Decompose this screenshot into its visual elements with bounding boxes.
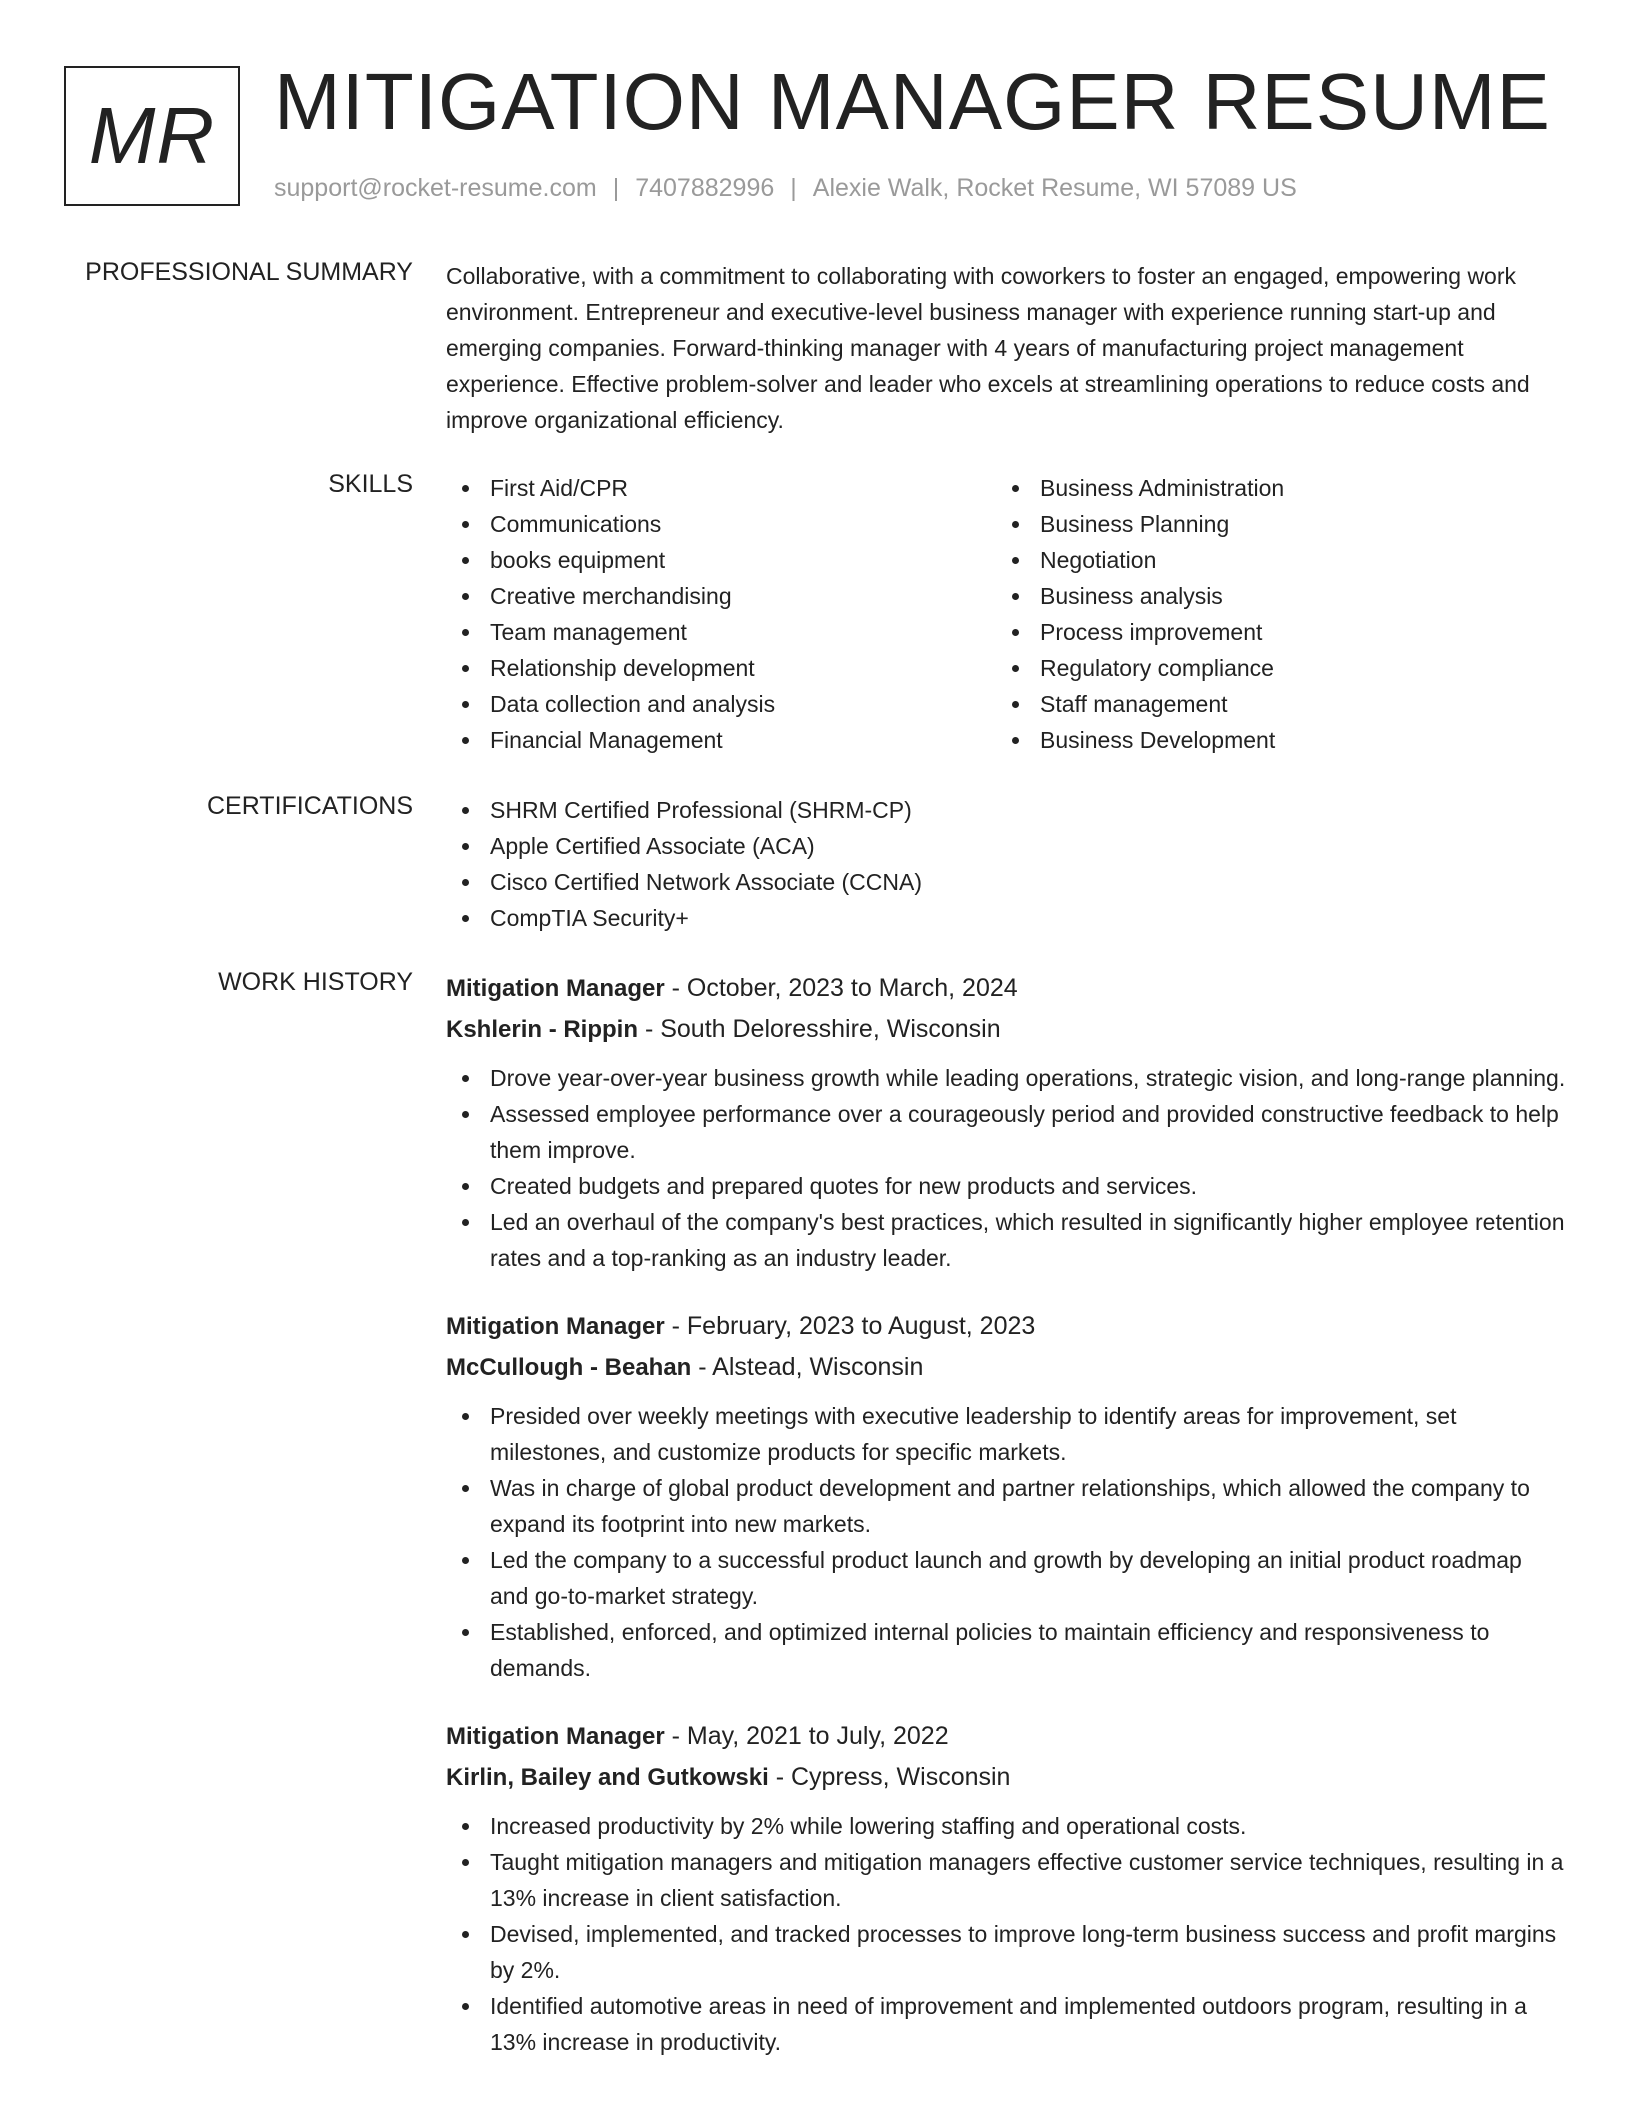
job-bullet: Assessed employee performance over a courageously period and provided constructive feedback to help them improve. bbox=[446, 1096, 1566, 1168]
contact-separator: | bbox=[612, 174, 620, 202]
contact-phone[interactable]: 7407882996 bbox=[635, 174, 775, 202]
job-bullets bbox=[446, 1060, 1566, 1276]
skills-list-right bbox=[996, 470, 1546, 758]
skill-item: Financial Management bbox=[446, 722, 996, 758]
job-bullets bbox=[446, 1808, 1566, 2060]
job-bullet: Increased productivity by 2% while lowering staffing and operational costs. bbox=[446, 1808, 1566, 1844]
monogram-text: MR bbox=[88, 91, 216, 180]
contact-separator: | bbox=[790, 174, 797, 202]
monogram-box bbox=[64, 66, 240, 206]
job-company: Kirlin, Bailey and Gutkowski bbox=[446, 1764, 769, 1791]
skills-list-left bbox=[446, 470, 996, 758]
job-bullets bbox=[446, 1398, 1566, 1686]
contact-email[interactable]: support@rocket-resume.com bbox=[274, 174, 597, 202]
skill-item: Regulatory compliance bbox=[996, 650, 1546, 686]
certification-item: Cisco Certified Network Associate (CCNA) bbox=[446, 864, 1566, 900]
section-label-work-history: WORK HISTORY bbox=[218, 968, 413, 996]
job-company-line bbox=[446, 1009, 1566, 1050]
job-company-line bbox=[446, 1347, 1566, 1388]
job-bullet: Taught mitigation managers and mitigation managers effective customer service techniques, resulting in a 13% increase in client satisfaction. bbox=[446, 1844, 1566, 1916]
job-title: Mitigation Manager bbox=[446, 1723, 665, 1750]
job-title: Mitigation Manager bbox=[446, 1313, 665, 1340]
job-entry bbox=[446, 968, 1566, 1276]
skill-item: Process improvement bbox=[996, 614, 1546, 650]
job-location: - South Deloresshire, Wisconsin bbox=[638, 1015, 1001, 1043]
certification-item: Apple Certified Associate (ACA) bbox=[446, 828, 1566, 864]
job-entry bbox=[446, 1716, 1566, 2060]
job-bullet: Devised, implemented, and tracked processes to improve long-term business success and profit margins by 2%. bbox=[446, 1916, 1566, 1988]
skill-item: Business Administration bbox=[996, 470, 1546, 506]
job-dates: - May, 2021 to July, 2022 bbox=[664, 1722, 949, 1750]
skill-item: Communications bbox=[446, 506, 996, 542]
section-label-certifications: CERTIFICATIONS bbox=[206, 792, 413, 820]
job-bullet: Created budgets and prepared quotes for new products and services. bbox=[446, 1168, 1566, 1204]
skill-item: books equipment bbox=[446, 542, 996, 578]
job-bullet: Was in charge of global product development and partner relationships, which allowed the company to expand its footprint into new markets. bbox=[446, 1470, 1566, 1542]
job-title: Mitigation Manager bbox=[446, 975, 665, 1002]
certification-item: SHRM Certified Professional (SHRM-CP) bbox=[446, 792, 1566, 828]
job-title-line bbox=[446, 968, 1566, 1009]
job-location: - Alstead, Wisconsin bbox=[691, 1353, 924, 1381]
skill-item: Business Development bbox=[996, 722, 1546, 758]
job-bullet: Led the company to a successful product launch and growth by developing an initial product roadmap and go-to-market strategy. bbox=[446, 1542, 1566, 1614]
job-dates: - October, 2023 to March, 2024 bbox=[664, 974, 1018, 1002]
job-company: Kshlerin - Rippin bbox=[446, 1016, 638, 1043]
section-label-summary: PROFESSIONAL SUMMARY bbox=[85, 258, 413, 286]
job-dates: - February, 2023 to August, 2023 bbox=[664, 1312, 1036, 1340]
job-title-line bbox=[446, 1306, 1566, 1347]
summary-text: Collaborative, with a commitment to collaborating with coworkers to foster an engaged, empowering work environment. Entrepreneur and executive-level business manager with experience running start-up and emerging companies. Forward-thinking manager with 4 years of manufacturing project management experience. Effective problem-solver and leader who excels at streamlining operations to reduce costs and improve organizational efficiency. bbox=[446, 263, 1530, 433]
certification-item: CompTIA Security+ bbox=[446, 900, 1566, 936]
job-bullet: Established, enforced, and optimized internal policies to maintain efficiency and responsiveness to demands. bbox=[446, 1614, 1566, 1686]
job-entry bbox=[446, 1306, 1566, 1686]
job-bullet: Led an overhaul of the company's best practices, which resulted in significantly higher employee retention rates and a top-ranking as an industry leader. bbox=[446, 1204, 1566, 1276]
job-location: - Cypress, Wisconsin bbox=[768, 1763, 1011, 1791]
section-label-skills: SKILLS bbox=[328, 470, 413, 498]
job-bullet: Identified automotive areas in need of improvement and implemented outdoors program, resulting in a 13% increase in productivity. bbox=[446, 1988, 1566, 2060]
skill-item: Creative merchandising bbox=[446, 578, 996, 614]
skill-item: Staff management bbox=[996, 686, 1546, 722]
contact-line bbox=[274, 174, 1297, 203]
skill-item: Team management bbox=[446, 614, 996, 650]
skill-item: Negotiation bbox=[996, 542, 1546, 578]
job-title-line bbox=[446, 1716, 1566, 1757]
page-title: MITIGATION MANAGER RESUME bbox=[274, 57, 1551, 146]
job-company-line bbox=[446, 1757, 1566, 1798]
skill-item: Data collection and analysis bbox=[446, 686, 996, 722]
certifications-list bbox=[446, 792, 1566, 936]
skill-item: Business Planning bbox=[996, 506, 1546, 542]
job-company: McCullough - Beahan bbox=[446, 1354, 692, 1381]
skill-item: First Aid/CPR bbox=[446, 470, 996, 506]
contact-address: Alexie Walk, Rocket Resume, WI 57089 US bbox=[812, 174, 1297, 202]
skill-item: Relationship development bbox=[446, 650, 996, 686]
skill-item: Business analysis bbox=[996, 578, 1546, 614]
job-bullet: Presided over weekly meetings with executive leadership to identify areas for improvement, set milestones, and customize products for specific markets. bbox=[446, 1398, 1566, 1470]
job-bullet: Drove year-over-year business growth while leading operations, strategic vision, and long-range planning. bbox=[446, 1060, 1566, 1096]
